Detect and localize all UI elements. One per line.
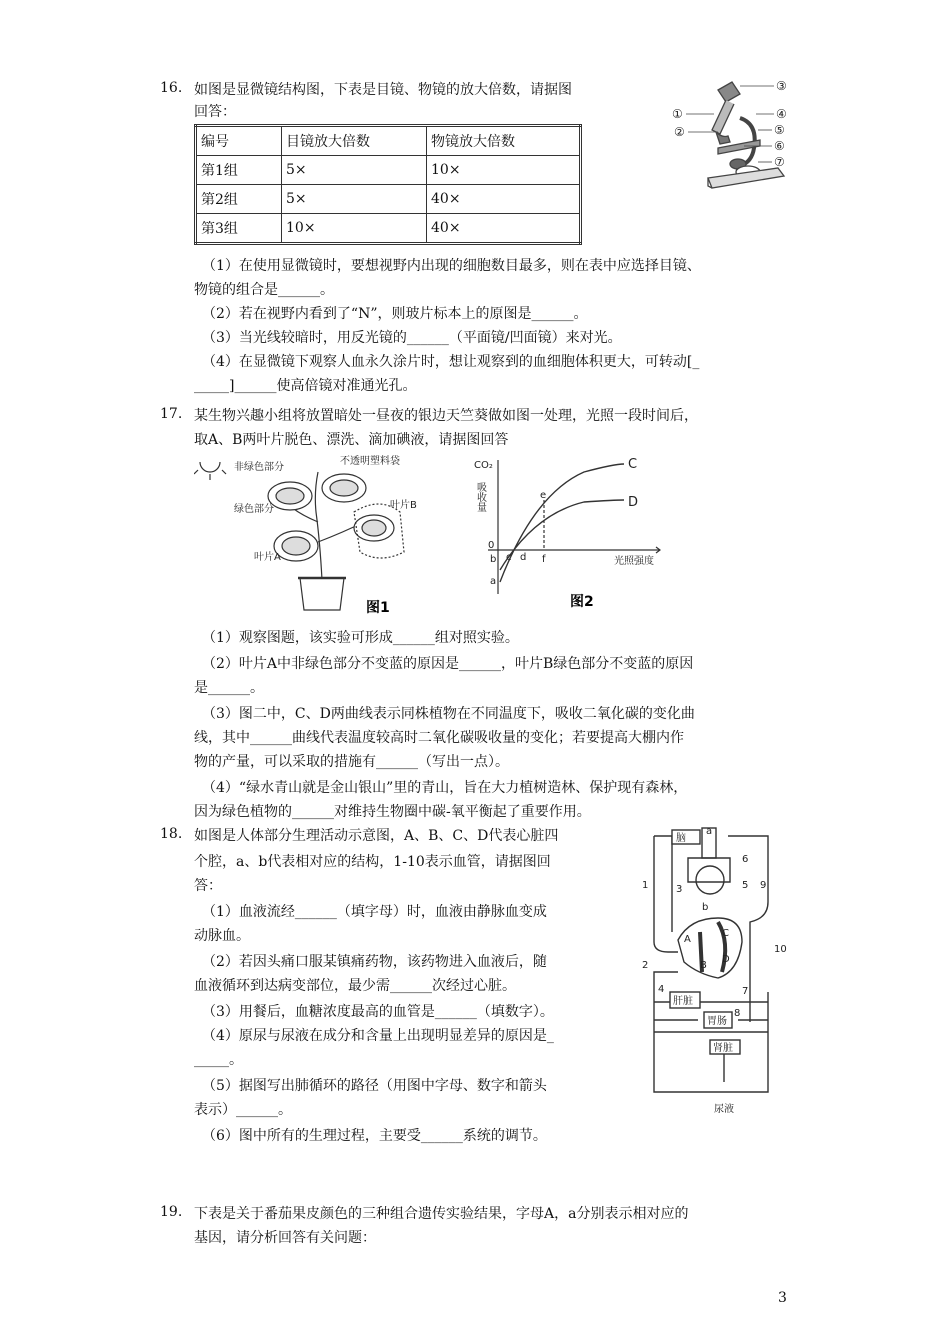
microscope-label-5: ⑤ <box>774 123 785 137</box>
q17-sub4-line2: 因为绿色植物的______对维持生物圈中碳-氧平衡起了重要作用。 <box>194 804 591 820</box>
q16-number: 16. <box>160 80 183 96</box>
q17-stem-line2: 取A、B两叶片脱色、漂洗、滴加碘液，请据图回答 <box>194 432 509 448</box>
q18-stem-line1: 如图是人体部分生理活动示意图，A、B、C、D代表心脏四 <box>194 828 559 844</box>
chamber-b: B <box>700 960 707 971</box>
q17-number: 17. <box>160 406 183 422</box>
q17-sub2-line1: （2）叶片A中非绿色部分不变蓝的原因是______，叶片B绿色部分不变蓝的原因 <box>202 656 694 672</box>
vessel-1: 1 <box>642 880 649 891</box>
microscope-label-6: ⑥ <box>774 139 785 153</box>
q16-sub1-line2: 物镜的组合是______。 <box>194 282 334 298</box>
chart-y-unit: CO₂ <box>474 460 493 471</box>
vessel-9: 9 <box>760 880 767 891</box>
chart-y-label: 吸收量 <box>474 482 486 512</box>
vessel-4: 4 <box>658 984 665 995</box>
vessel-8: 8 <box>734 1008 741 1019</box>
vessel-3: 3 <box>676 884 683 895</box>
label-stomach: 胃肠 <box>707 1016 727 1027</box>
plant-experiment-figure <box>194 452 434 617</box>
table-row <box>196 156 581 185</box>
q18-sub2-line2: 血液循环到达病变部位，最少需______次经过心脏。 <box>194 978 516 994</box>
q18-stem-line2: 个腔，a、b代表相对应的结构，1-10表示血管，请据图回 <box>194 854 551 870</box>
vessel-5: 5 <box>742 880 749 891</box>
q16-sub4-line2: _____]______使高倍镜对准通光孔。 <box>194 378 417 394</box>
q17-sub1: （1）观察图题，该实验可形成______组对照实验。 <box>202 630 519 646</box>
q17-sub3-line3: 物的产量，可以采取的措施有______（写出一点）。 <box>194 754 509 770</box>
q19-stem-line2: 基因，请分析回答有关问题： <box>194 1230 376 1246</box>
vessel-6: 6 <box>742 854 749 865</box>
table-row <box>196 185 581 214</box>
vessel-7: 7 <box>742 986 749 997</box>
table-cell: 40× <box>427 214 581 244</box>
q17-stem-line1: 某生物兴趣小组将放置暗处一昼夜的银边天竺葵做如图一处理，光照一段时间后， <box>194 408 698 424</box>
q18-sub5-line1: （5）据图写出肺循环的路径（用图中字母、数字和箭头 <box>202 1078 547 1094</box>
q18-sub1-line1: （1）血液流经______（填字母）时，血液由静脉血变成 <box>202 904 547 920</box>
table-cell: 第1组 <box>196 156 282 185</box>
figure1-caption: 图1 <box>366 600 390 616</box>
q16-stem-line1: 如图是显微镜结构图，下表是目镜、物镜的放大倍数，请据图 <box>194 82 572 98</box>
q17-sub3-line2: 线，其中______曲线代表温度较高时二氧化碳吸收量的变化；若要提高大棚内作 <box>194 730 684 746</box>
microscope-label-3: ③ <box>776 79 787 93</box>
q18-sub4-line2: _____。 <box>194 1052 243 1068</box>
microscope-label-7: ⑦ <box>774 155 785 169</box>
vessel-10: 10 <box>774 944 787 955</box>
curve-d-label: D <box>628 495 639 510</box>
label-brain: 脑 <box>676 833 686 844</box>
microscope-label-4: ④ <box>776 107 787 121</box>
q18-sub4-line1: （4）原尿与尿液在成分和含量上出现明显差异的原因是_ <box>202 1028 554 1044</box>
label-urine: 尿液 <box>714 1104 734 1115</box>
table-cell: 第2组 <box>196 185 282 214</box>
magnification-table <box>194 124 582 245</box>
table-cell: 10× <box>427 156 581 185</box>
table-cell: 40× <box>427 185 581 214</box>
microscope-label-1: ① <box>672 107 683 121</box>
q16-sub4-line1: （4）在显微镜下观察人血永久涂片时，想让观察到的血细胞体积更大，可转动[_ <box>202 354 700 370</box>
label-opaque-bag: 不透明塑料袋 <box>340 456 400 467</box>
q18-number: 18. <box>160 826 183 842</box>
q18-sub3: （3）用餐后，血糖浓度最高的血管是______（填数字）。 <box>202 1004 554 1020</box>
chamber-a: A <box>684 934 691 945</box>
table-cell: 第3组 <box>196 214 282 244</box>
q17-sub4-line1: （4）“绿水青山就是金山银山”里的青山，旨在大力植树造林、保护现有森林， <box>202 780 688 796</box>
table-header: 目镜放大倍数 <box>282 126 427 156</box>
struct-b: b <box>702 902 709 913</box>
point-e: e <box>540 490 547 501</box>
chart-x-label: 光照强度 <box>614 556 654 567</box>
q16-sub3: （3）当光线较暗时，用反光镜的______（平面镜/凹面镜）来对光。 <box>202 330 622 346</box>
co2-absorption-chart <box>474 454 704 614</box>
table-cell: 10× <box>282 214 427 244</box>
q16-stem-line2: 回答： <box>194 104 236 120</box>
q18-stem-line3: 答： <box>194 878 222 894</box>
point-a: a <box>490 576 497 587</box>
microscope-label-2: ② <box>674 125 685 139</box>
point-b: b <box>490 554 497 565</box>
table-cell: 5× <box>282 185 427 214</box>
q18-sub5-line2: 表示）______。 <box>194 1102 292 1118</box>
q18-sub6: （6）图中所有的生理过程，主要受______系统的调节。 <box>202 1128 547 1144</box>
curve-c-label: C <box>628 457 638 472</box>
table-header-row <box>196 126 581 156</box>
label-green: 绿色部分 <box>234 504 274 515</box>
table-header: 物镜放大倍数 <box>427 126 581 156</box>
q18-sub1-line2: 动脉血。 <box>194 928 250 944</box>
table-header: 编号 <box>196 126 282 156</box>
q18-sub2-line1: （2）若因头痛口服某镇痛药物，该药物进入血液后，随 <box>202 954 547 970</box>
point-d: d <box>520 552 527 563</box>
table-cell: 5× <box>282 156 427 185</box>
label-leaf-b: 叶片B <box>390 500 417 511</box>
chart-origin: 0 <box>488 540 495 551</box>
q17-sub3-line1: （3）图二中，C、D两曲线表示同株植物在不同温度下，吸收二氧化碳的变化曲 <box>202 706 695 722</box>
q19-stem-line1: 下表是关于番茄果皮颜色的三种组合遗传实验结果，字母A，a分别表示相对应的 <box>194 1206 689 1222</box>
microscope-figure <box>668 78 792 190</box>
vessel-2: 2 <box>642 960 649 971</box>
label-liver: 肝脏 <box>673 996 693 1007</box>
page-number: 3 <box>778 1290 787 1306</box>
struct-a: a <box>706 826 713 837</box>
chamber-d: D <box>722 954 730 965</box>
label-leaf-a: 叶片A <box>254 552 281 563</box>
point-c: c <box>506 552 512 563</box>
label-non-green: 非绿色部分 <box>234 462 284 473</box>
q17-sub2-line2: 是______。 <box>194 680 264 696</box>
table-row <box>196 214 581 244</box>
chamber-c: C <box>722 928 729 939</box>
q19-number: 19. <box>160 1204 183 1220</box>
label-kidney: 肾脏 <box>713 1043 733 1054</box>
point-f: f <box>542 554 546 565</box>
q16-sub1-line1: （1）在使用显微镜时，要想视野内出现的细胞数目最多，则在表中应选择目镜、 <box>202 258 701 274</box>
q16-sub2: （2）若在视野内看到了“N”，则玻片标本上的原图是______。 <box>202 306 588 322</box>
figure2-caption: 图2 <box>570 594 594 610</box>
circulation-diagram <box>638 822 788 1118</box>
